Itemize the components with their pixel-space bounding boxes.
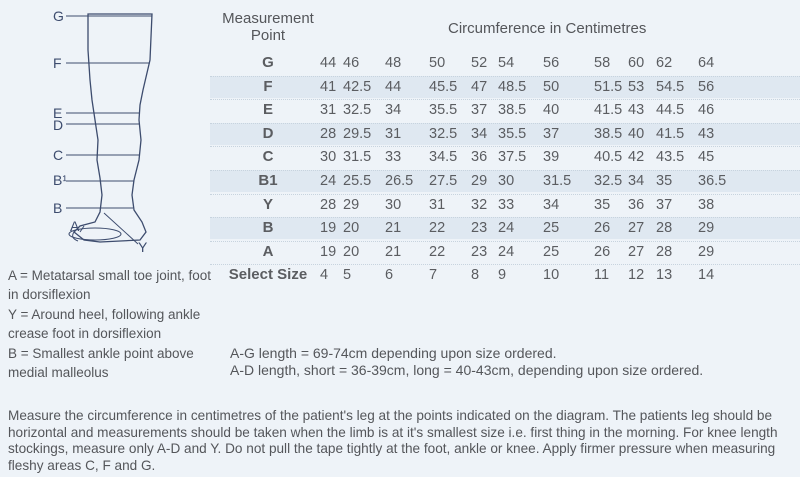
table-cell: 37.5 <box>498 149 527 166</box>
table-cell: 34.5 <box>429 149 458 166</box>
table-cell: 35.5 <box>429 102 458 119</box>
table-cell: 22 <box>429 220 446 237</box>
legend-item-y: Y = Around heel, following ankle crease foot in dorsiflexion <box>8 307 201 341</box>
table-cell: 14 <box>698 267 715 284</box>
size-chart-table <box>210 6 800 296</box>
table-cell: 40 <box>543 102 560 119</box>
legend-item-a: A = Metatarsal small toe joint, foot in dorsiflexion <box>8 268 211 302</box>
table-cell: 25.5 <box>343 173 372 189</box>
table-cell: 29.5 <box>343 125 372 142</box>
table-cell: 41.5 <box>656 125 685 142</box>
ag-length-note: A-G length = 69-74cm depending upon size ordered. <box>230 345 557 361</box>
table-cell: 42.5 <box>343 78 372 95</box>
table-cell: 22 <box>429 243 446 260</box>
table-cell: 10 <box>543 267 560 284</box>
table-cell: 50 <box>429 55 446 71</box>
table-cell: 43 <box>698 125 715 142</box>
measuring-instructions: Measure the circumference in centimetres of the patient's leg at the points indicated on the diagram. The patients leg should be horizontal and measurements should be taken when the limb is at it's smallest size i.e. first thing in the morning. For knee length stockings, measure only A-D and Y. Do not pull the tape tightly at the foot, ankle or knee. Apply firmer pressure when measuring fleshy areas C, F and G. <box>8 408 778 473</box>
table-cell: 24 <box>320 173 337 189</box>
table-cell: 31 <box>385 125 402 142</box>
table-cell: 24 <box>498 220 515 237</box>
table-cell: 26.5 <box>385 173 414 189</box>
table-cell: 35 <box>594 196 611 213</box>
table-cell: 30 <box>498 173 515 189</box>
table-cell: 48.5 <box>498 78 527 95</box>
point-label-g: G <box>53 8 64 24</box>
table-cell: 34 <box>543 196 560 213</box>
table-cell: 56 <box>543 55 560 71</box>
table-cell: 28 <box>656 220 673 237</box>
row-label: B1 <box>258 172 278 189</box>
table-cell: 37 <box>543 125 560 142</box>
point-label-a: A <box>70 218 80 234</box>
table-cell: 58 <box>594 55 611 71</box>
table-cell: 6 <box>385 267 394 284</box>
table-cell: 20 <box>343 243 360 260</box>
table-cell: 31.5 <box>543 173 572 189</box>
table-cell: 54.5 <box>656 78 685 95</box>
table-cell: 12 <box>628 267 645 284</box>
header-circumference: Circumference in Centimetres <box>448 20 647 37</box>
table-cell: 20 <box>343 220 360 237</box>
table-cell: 32 <box>471 196 488 213</box>
table-cell: 34 <box>385 102 402 119</box>
length-notes <box>230 345 703 379</box>
table-cell: 27 <box>628 243 645 260</box>
leg-diagram <box>0 0 210 260</box>
table-cell: 25 <box>543 243 560 260</box>
table-cell: 23 <box>471 220 488 237</box>
table-cell: 27.5 <box>429 173 458 189</box>
table-cell: 13 <box>656 267 673 284</box>
table-cell: 40.5 <box>594 149 623 166</box>
table-cell: 8 <box>471 267 480 284</box>
table-cell: 7 <box>429 267 438 284</box>
table-cell: 50 <box>543 78 560 95</box>
table-cell: 38.5 <box>498 102 527 119</box>
table-cell: 28 <box>656 243 673 260</box>
table-cell: 36.5 <box>698 173 727 189</box>
table-cell: 54 <box>498 55 515 71</box>
table-cell: 46 <box>698 102 715 119</box>
row-label: G <box>262 54 274 71</box>
row-label: C <box>262 148 274 166</box>
leg-outline-icon <box>0 0 210 260</box>
table-cell: 56 <box>698 78 715 95</box>
table-cell: 62 <box>656 55 673 71</box>
table-cell: 38.5 <box>594 125 623 142</box>
legend-item-b: B = Smallest ankle point above medial malleolus <box>8 346 194 380</box>
table-cell: 53 <box>628 78 645 95</box>
table-cell: 32.5 <box>594 173 623 189</box>
table-cell: 30 <box>320 149 337 166</box>
table-cell: 46 <box>343 55 360 71</box>
table-cell: 38 <box>698 196 715 213</box>
table-cell: 45 <box>698 149 715 166</box>
table-cell: 5 <box>343 267 352 284</box>
table-cell: 37 <box>656 196 673 213</box>
table-cell: 26 <box>594 243 611 260</box>
table-cell: 36 <box>471 149 488 166</box>
table-cell: 33 <box>385 149 402 166</box>
table-cell: 39 <box>543 149 560 166</box>
header-measurement-point: Measurement Point <box>222 10 314 44</box>
table-cell: 30 <box>385 196 402 213</box>
table-cell: 47 <box>471 78 488 95</box>
row-label: Select Size <box>228 266 308 284</box>
table-cell: 21 <box>385 220 402 237</box>
table-cell: 21 <box>385 243 402 260</box>
point-label-f: F <box>53 55 62 71</box>
table-cell: 41 <box>320 78 337 95</box>
row-label: F <box>263 77 273 95</box>
point-label-y: Y <box>138 239 148 255</box>
table-cell: 34 <box>471 125 488 142</box>
table-cell: 35 <box>656 173 673 189</box>
row-label: Y <box>262 195 273 213</box>
row-label: D <box>262 124 274 142</box>
table-cell: 11 <box>594 267 610 284</box>
table-cell: 29 <box>698 243 715 260</box>
table-cell: 32.5 <box>429 125 458 142</box>
table-cell: 41.5 <box>594 102 623 119</box>
table-cell: 60 <box>628 55 645 71</box>
table-cell: 48 <box>385 55 402 71</box>
table-cell: 44.5 <box>656 102 685 119</box>
point-label-b1: B¹ <box>53 172 67 188</box>
table-cell: 19 <box>320 220 337 237</box>
table-cell: 35.5 <box>498 125 527 142</box>
row-label: A <box>262 242 274 260</box>
point-label-e: E <box>53 105 63 121</box>
point-label-c: C <box>53 147 64 163</box>
table-cell: 31 <box>320 102 337 119</box>
table-cell: 31.5 <box>343 149 372 166</box>
point-label-d: D <box>53 117 64 133</box>
table-cell: 37 <box>471 102 488 119</box>
point-label-b: B <box>53 200 63 216</box>
table-cell: 29 <box>343 196 360 213</box>
table-cell: 34 <box>628 173 645 189</box>
table-cell: 9 <box>498 267 507 284</box>
row-label: E <box>262 101 273 119</box>
table-cell: 40 <box>628 125 645 142</box>
table-cell: 36 <box>628 196 645 213</box>
table-cell: 33 <box>498 196 515 213</box>
table-cell: 43 <box>628 102 645 119</box>
table-cell: 64 <box>698 55 715 71</box>
table-cell: 29 <box>698 220 715 237</box>
table-cell: 45.5 <box>429 78 458 95</box>
table-cell: 44 <box>320 55 337 71</box>
table-cell: 52 <box>471 55 488 71</box>
table-cell: 43.5 <box>656 149 685 166</box>
ad-length-note: A-D length, short = 36-39cm, long = 40-43cm, depending upon size ordered. <box>230 362 704 378</box>
row-label: B <box>262 219 274 237</box>
diagram-legend <box>8 266 213 383</box>
table-cell: 51.5 <box>594 78 623 95</box>
table-cell: 19 <box>320 243 337 260</box>
table-cell: 27 <box>628 220 645 237</box>
table-cell: 28 <box>320 196 337 213</box>
table-cell: 29 <box>471 173 488 189</box>
table-cell: 23 <box>471 243 488 260</box>
table-cell: 4 <box>320 267 329 284</box>
table-cell: 31 <box>429 196 446 213</box>
table-cell: 28 <box>320 125 337 142</box>
table-cell: 25 <box>543 220 560 237</box>
table-cell: 44 <box>385 78 402 95</box>
table-cell: 32.5 <box>343 102 372 119</box>
table-cell: 42 <box>628 149 645 166</box>
table-cell: 26 <box>594 220 611 237</box>
table-cell: 24 <box>498 243 515 260</box>
